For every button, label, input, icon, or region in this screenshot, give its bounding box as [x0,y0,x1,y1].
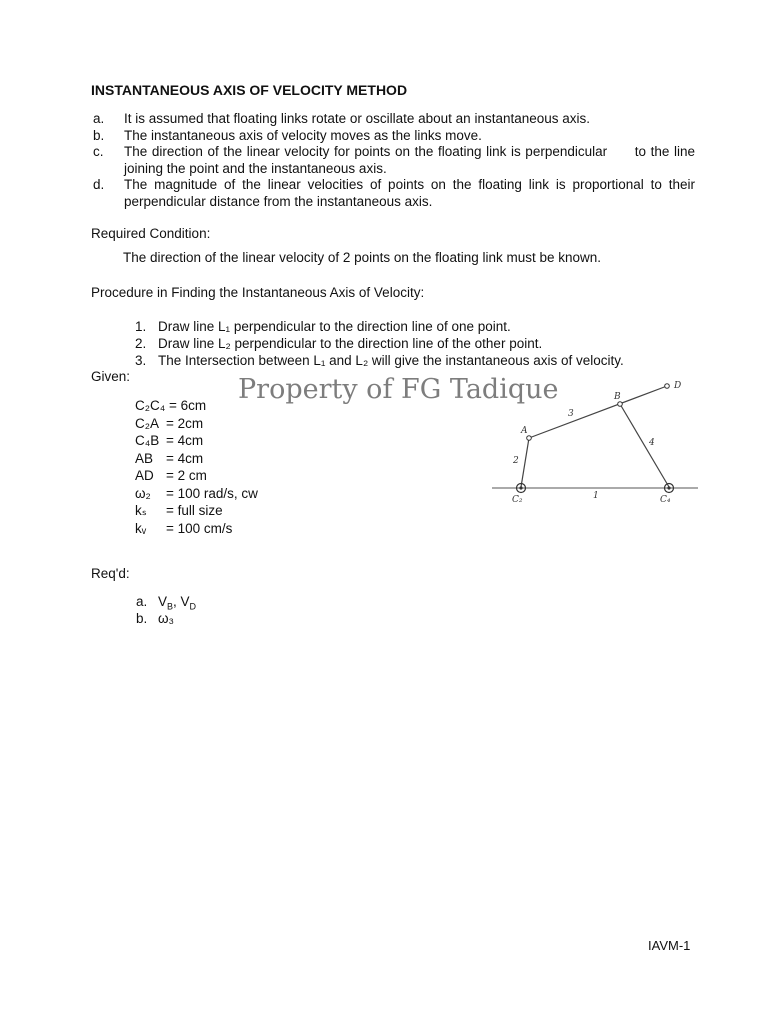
given-key: kᵥ [135,520,147,536]
procedure-heading: Procedure in Finding the Instantaneous Axis of Velocity: [91,285,425,300]
joint-a [527,436,532,441]
given-item [135,502,223,520]
step-marker: 2. [135,336,147,351]
given-key: C₂C₄ [135,398,166,413]
list-item [93,144,695,177]
label-link-1: 1 [593,491,599,501]
given-heading: Given: [91,369,131,384]
given-value: = 2cm [166,415,204,431]
label-c4: C₄ [660,495,671,505]
given-value: = full size [166,503,223,518]
label-link-3: 3 [568,409,574,419]
procedure-step [135,319,655,336]
required-text: $V_B$, $V_D$ [158,594,197,612]
list-marker: a. [93,111,105,126]
four-bar-linkage-diagram [488,376,703,512]
point-d [665,384,670,389]
list-marker: d. [93,177,105,192]
given-value: = 4cm [166,433,204,448]
required-text: ω₃ [158,611,175,626]
given-item [135,520,232,538]
label-b: B [614,392,621,402]
required-condition-heading: Required Condition: [91,226,211,241]
pivot-c2-center [519,486,522,489]
given-key: kₛ [135,503,147,518]
joint-b [618,402,623,407]
page-number: IAVM-1 [648,938,691,953]
required-item [136,611,336,628]
label-d: D [674,381,682,391]
given-item [135,397,206,415]
list-text: perpendicular distance from the instantaneous axis. [124,193,433,209]
list-marker: b. [93,127,105,143]
given-key: ω₂ [135,485,151,501]
step-text: The Intersection between L₁ and L₂ will give the instantaneous axis of velocity. [158,353,624,368]
given-key: C₂A [135,415,159,431]
pivot-c4-center [667,486,670,489]
procedure-step [135,353,655,370]
link-3 [529,386,667,438]
given-key: C₄B [135,433,160,448]
list-text: It is assumed that floating links rotate or oscillate about an instantaneous axis. [124,111,591,126]
given-value: = 4cm [166,450,204,466]
given-value: = 6cm [169,398,207,413]
required-marker: b. [136,611,148,626]
page-title: INSTANTANEOUS AXIS OF VELOCITY METHOD [91,82,408,98]
label-link-2: 2 [513,456,519,466]
list-item [93,177,695,210]
given-key: AB [135,450,154,466]
step-text: Draw line L₁ perpendicular to the direction line of one point. [158,319,511,334]
given-value: = 2 cm [166,468,207,483]
step-marker: 1. [135,319,147,334]
given-item [135,467,207,485]
watermark: Property of FG Tadique [238,374,559,405]
procedure-step [135,336,655,353]
list-text: The instantaneous axis of velocity moves as the links move. [124,127,482,143]
step-text: Draw line L₂ perpendicular to the direction line of the other point. [158,336,543,351]
list-text: The magnitude of the linear velocities of points on the floating link is proportional to their [124,177,695,192]
given-item [135,450,203,468]
list-text: joining the point and the instantaneous axis. [124,160,387,176]
step-marker: 3. [135,353,147,368]
label-c2: C₂ [512,495,523,505]
list-item [93,111,695,128]
required-heading: Req'd: [91,566,130,581]
list-text: The direction of the linear velocity for points on the floating link is perpendicular to the line [124,144,695,159]
given-item [135,415,203,433]
link-2 [521,438,529,487]
label-a: A [521,426,528,436]
given-item [135,432,203,450]
required-marker: a. [136,594,148,609]
link-4 [620,404,669,487]
given-value: = 100 cm/s [166,520,233,536]
required-condition-text: The direction of the linear velocity of 2 points on the floating link must be known. [123,250,602,265]
list-item [93,128,695,145]
list-marker: c. [93,144,104,159]
given-key: AD [135,468,154,483]
given-item [135,485,258,503]
label-link-4: 4 [649,438,655,448]
given-value: = 100 rad/s, cw [166,485,258,501]
